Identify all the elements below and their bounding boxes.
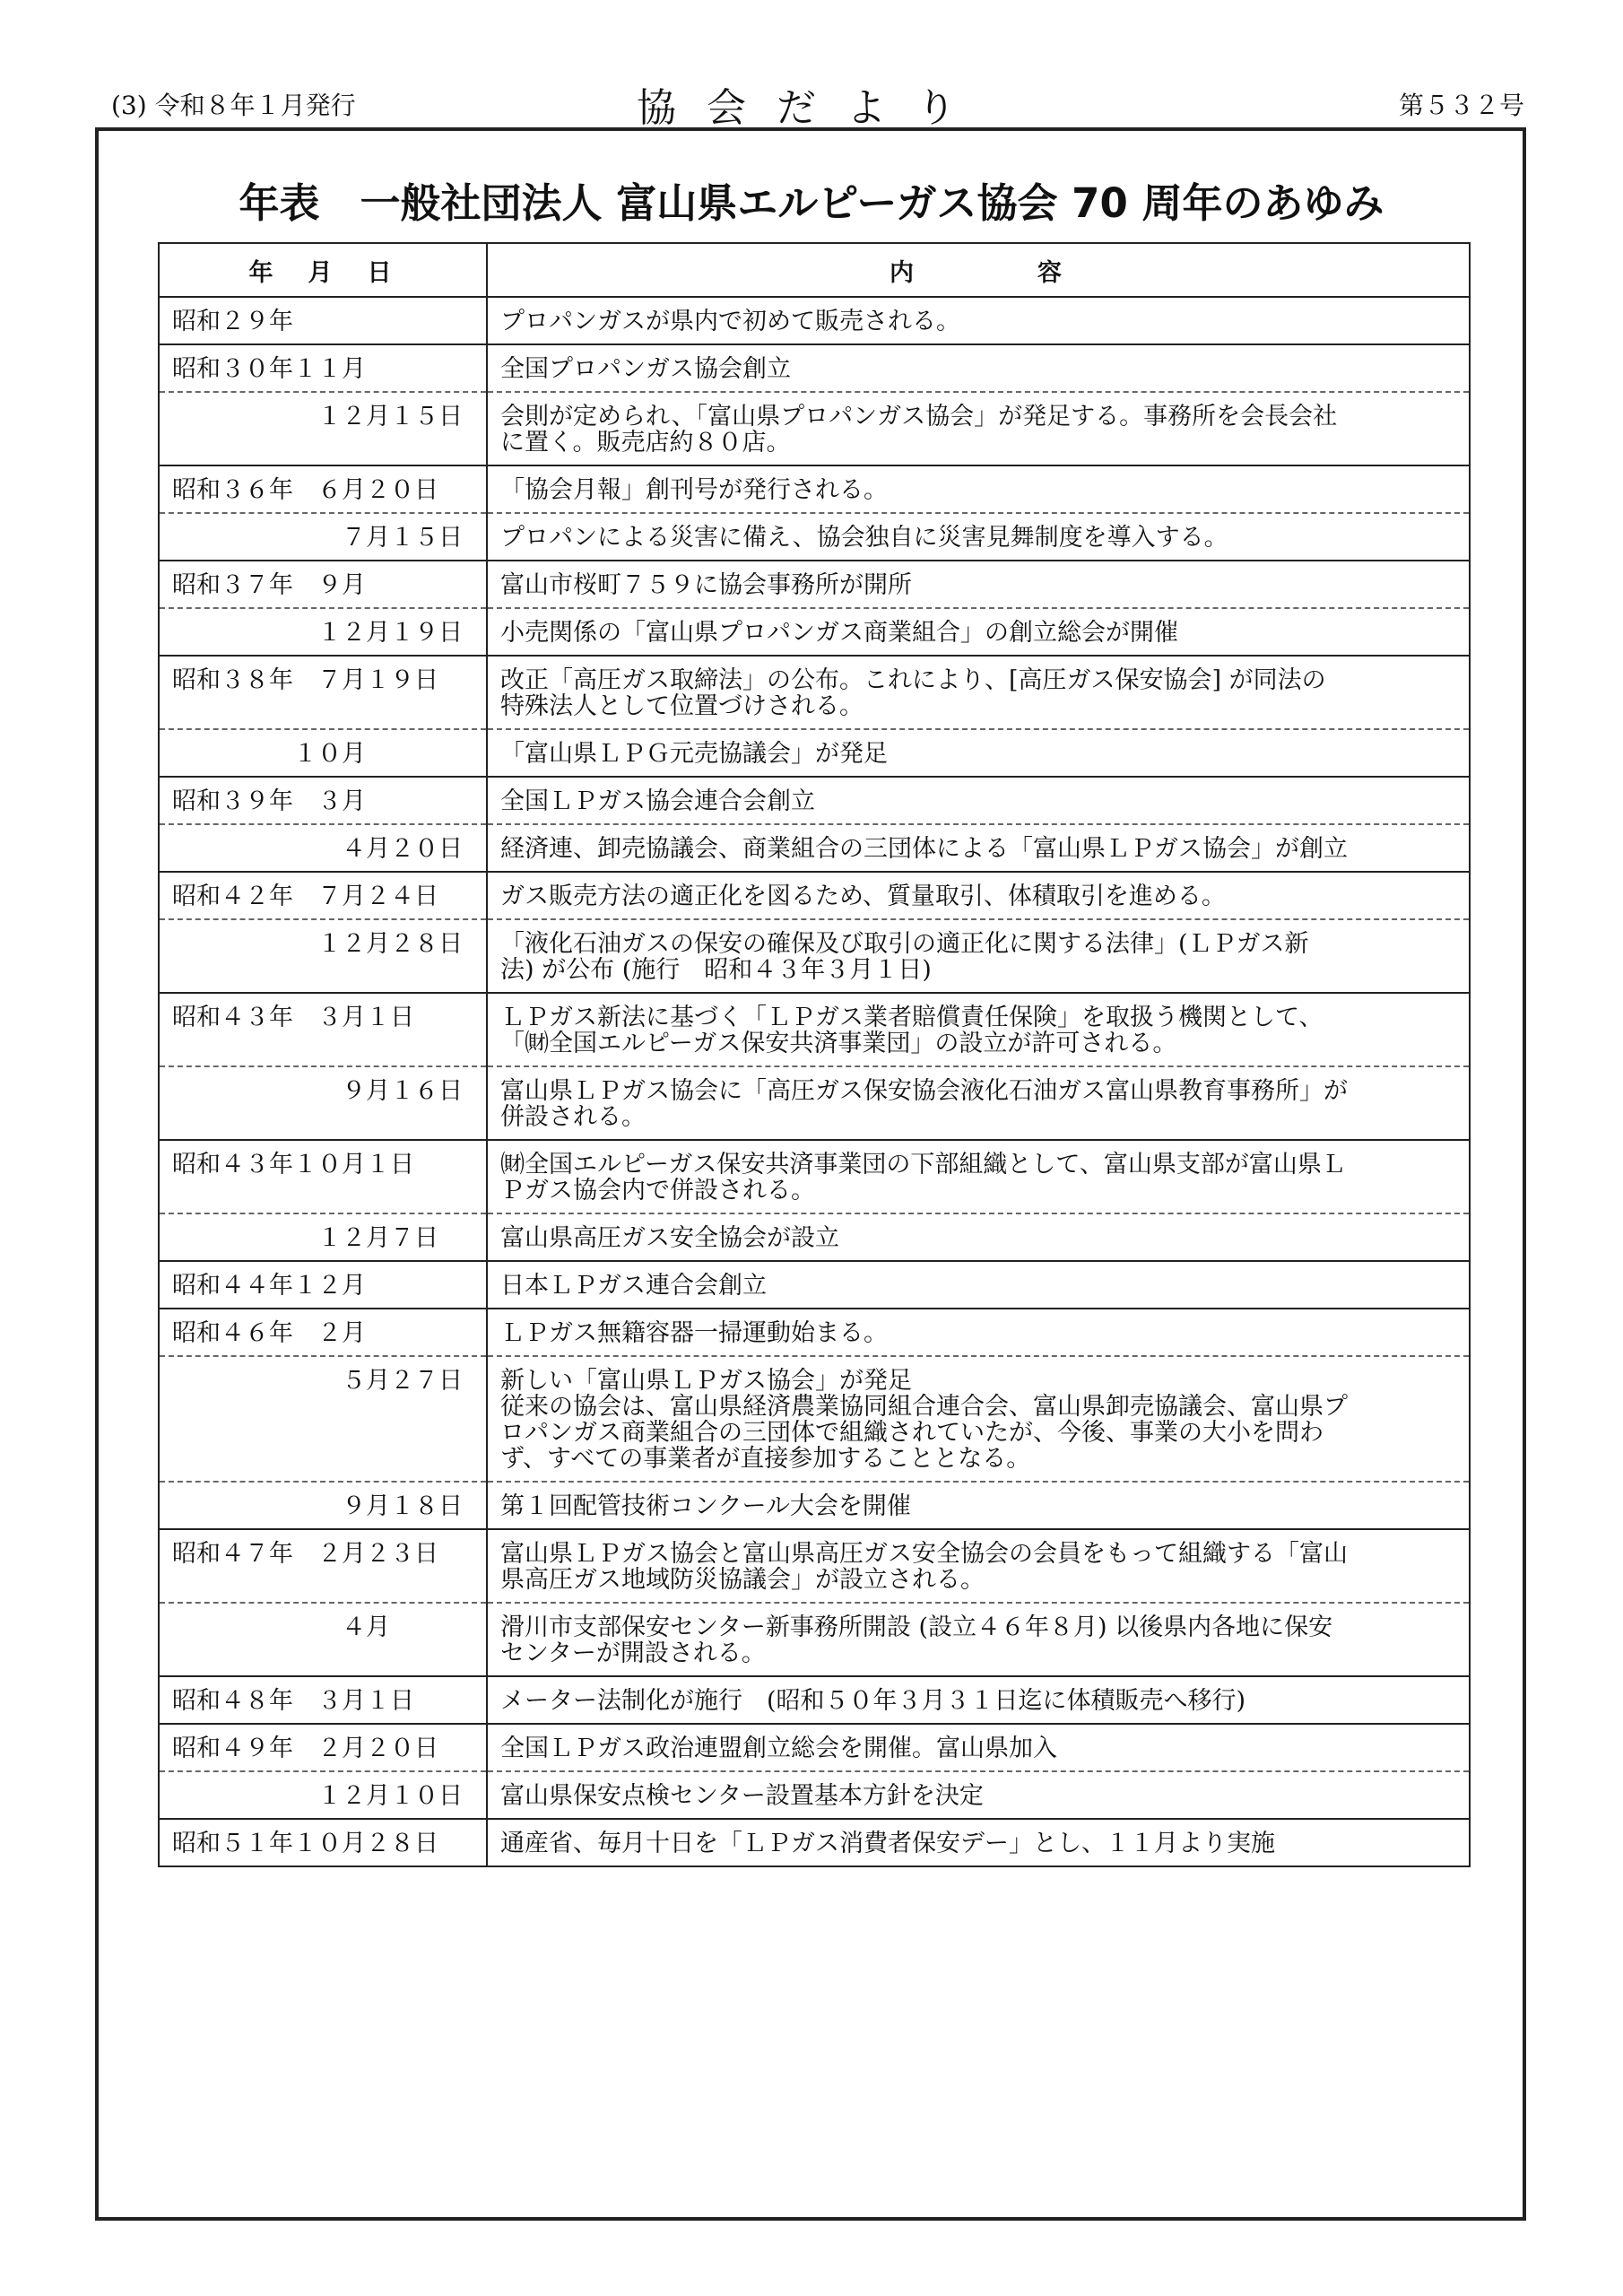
timeline-content-line: メーター法制化が施行 (昭和５０年３月３１日迄に体積販売へ移行) [500,1687,1246,1715]
timeline-content [487,872,1470,919]
timeline-row [159,729,1470,777]
timeline-content-line: 富山県ＬＰガス協会に「高圧ガス保安協会液化石油ガス富山県教育事務所」が [500,1077,1348,1105]
timeline-date: ４月２０日 [159,824,487,872]
timeline-row [159,1309,1470,1356]
timeline-body [159,297,1470,1866]
timeline-content-line: 県高圧ガス地域防災協議会」が設立される。 [500,1566,985,1594]
timeline-content [487,465,1470,513]
timeline-content-line: プロパンによる災害に備え、協会独自に災害見舞制度を導入する。 [500,524,1228,552]
timeline-content-line: プロパンガスが県内で初めて販売される。 [500,308,960,335]
timeline-date: 昭和４３年 ３月１日 [159,993,487,1066]
timeline-content [487,1356,1470,1482]
timeline-row [159,872,1470,919]
timeline-content-line: 「液化石油ガスの保安の確保及び取引の適正化に関する法律」(ＬＰガス新 [500,930,1309,958]
issue-number: 第５３２号 [1398,91,1524,120]
timeline-date: 昭和４９年 ２月２０日 [159,1724,487,1771]
timeline-content [487,1213,1470,1261]
timeline-content-line: 日本ＬＰガス連合会創立 [500,1272,767,1300]
timeline-content [487,1724,1470,1771]
timeline-row [159,1140,1470,1213]
timeline-content-line: ㈶全国エルピーガス保安共済事業団の下部組織として、富山県支部が富山県Ｌ [500,1151,1346,1178]
timeline-date: 昭和４２年 ７月２４日 [159,872,487,919]
timeline-content [487,344,1470,392]
timeline-content-line: 特殊法人として位置づけされる。 [500,692,864,720]
timeline-date: 昭和４６年 ２月 [159,1309,487,1356]
timeline-content-line: 改正「高圧ガス取締法」の公布。これにより、[高圧ガス保安協会] が同法の [500,666,1326,694]
timeline-date: 昭和３８年 ７月１９日 [159,656,487,729]
timeline-date: １２月７日 [159,1213,487,1261]
content-column-header: 内 容 [487,243,1470,297]
timeline-date: 昭和４７年 ２月２３日 [159,1529,487,1603]
timeline-content-line: 富山県保安点検センター設置基本方針を決定 [500,1782,984,1810]
timeline-row [159,656,1470,729]
timeline-row [159,777,1470,824]
timeline-date: １０月 [159,729,487,777]
timeline-content-line: ロパンガス商業組合の三団体で組織されていたが、今後、事業の大小を問わ [500,1419,1324,1447]
timeline-content-line: 富山市桜町７５９に協会事務所が開所 [500,571,912,599]
timeline-date: 昭和４３年１０月１日 [159,1140,487,1213]
timeline-date: 昭和４４年１２月 [159,1261,487,1309]
timeline-row [159,1482,1470,1529]
timeline-content-line: センターが開設される。 [500,1639,766,1667]
timeline-content [487,993,1470,1066]
timeline-content [487,297,1470,344]
timeline-content [487,392,1470,465]
newsletter-name: 協会だより [637,85,986,131]
timeline-row [159,1724,1470,1771]
timeline-date: 昭和３０年１１月 [159,344,487,392]
timeline-content-line: 第１回配管技術コンクール大会を開催 [500,1492,911,1520]
page-title: 年表 一般社団法人 富山県エルピーガス協会 70 周年のあゆみ [239,179,1384,227]
issue-date: (3) 令和８年１月発行 [111,91,356,120]
timeline-content [487,608,1470,656]
timeline-table [158,242,1471,1867]
timeline-content-line: 法) が公布 (施行 昭和４３年３月１日) [500,956,932,984]
timeline-row [159,1771,1470,1819]
timeline-row [159,1603,1470,1676]
timeline-row [159,1066,1470,1140]
timeline-row [159,824,1470,872]
timeline-date: 昭和３６年 ６月２０日 [159,465,487,513]
timeline-content [487,1676,1470,1724]
timeline-date: １２月２８日 [159,919,487,993]
timeline-content-line: に置く。販売店約８０店。 [500,429,791,457]
timeline-content-line: 「富山県ＬＰＧ元売協議会」が発足 [500,740,888,768]
timeline-content-line: ず、すべての事業者が直接参加することとなる。 [500,1445,1031,1473]
timeline-row [159,392,1470,465]
timeline-content [487,1140,1470,1213]
timeline-date: ９月１８日 [159,1482,487,1529]
timeline-content-line: 全国ＬＰガス政治連盟創立総会を開催。富山県加入 [500,1735,1057,1762]
timeline-date: 昭和５１年１０月２８日 [159,1819,487,1866]
timeline-date: ７月１５日 [159,513,487,561]
timeline-content-line: ＬＰガス無籍容器一掃運動始まる。 [500,1319,888,1347]
timeline-date: 昭和２９年 [159,297,487,344]
timeline-row [159,1356,1470,1482]
timeline-content-line: 経済連、卸売協議会、商業組合の三団体による「富山県ＬＰガス協会」が創立 [500,835,1348,863]
timeline-date: ５月２７日 [159,1356,487,1482]
timeline-content-line: 新しい「富山県ＬＰガス協会」が発足 [500,1367,912,1395]
timeline-content-line: Ｐガス協会内で併設される。 [500,1177,815,1205]
timeline-row [159,344,1470,392]
timeline-date: １２月１９日 [159,608,487,656]
timeline-date: 昭和４８年 ３月１日 [159,1676,487,1724]
timeline-content [487,1771,1470,1819]
timeline-content [487,1819,1470,1866]
timeline-row [159,608,1470,656]
timeline-date: １２月１５日 [159,392,487,465]
timeline-date: 昭和３９年 ３月 [159,777,487,824]
timeline-content-line: 全国ＬＰガス協会連合会創立 [500,787,815,815]
timeline-row [159,1261,1470,1309]
timeline-content-line: 富山県ＬＰガス協会と富山県高圧ガス安全協会の会員をもって組織する「富山 [500,1540,1348,1568]
timeline-content-line: 「協会月報」創刊号が発行される。 [500,476,888,504]
timeline-date: ４月 [159,1603,487,1676]
timeline-content-line: 従来の協会は、富山県経済農業協同組合連合会、富山県卸売協議会、富山県プ [500,1393,1348,1421]
timeline-row [159,1676,1470,1724]
timeline-row [159,297,1470,344]
timeline-content [487,1309,1470,1356]
timeline-content [487,777,1470,824]
timeline-content-line: 併設される。 [500,1103,646,1131]
timeline-content [487,919,1470,993]
timeline-row [159,919,1470,993]
timeline-content-line: 富山県高圧ガス安全協会が設立 [500,1224,839,1252]
timeline-row [159,561,1470,608]
timeline-content-line: 小売関係の「富山県プロパンガス商業組合」の創立総会が開催 [500,619,1178,647]
timeline-content [487,561,1470,608]
timeline-row [159,513,1470,561]
timeline-content [487,824,1470,872]
timeline-date: １２月１０日 [159,1771,487,1819]
timeline-content-line: 全国プロパンガス協会創立 [500,355,791,383]
timeline-row [159,465,1470,513]
timeline-row [159,1213,1470,1261]
timeline-content [487,656,1470,729]
timeline-content [487,729,1470,777]
timeline-content-line: 通産省、毎月十日を「ＬＰガス消費者保安デー」とし、１１月より実施 [500,1830,1275,1857]
timeline-content-line: 滑川市支部保安センター新事務所開設 (設立４６年８月) 以後県内各地に保安 [500,1613,1333,1641]
timeline-date: ９月１６日 [159,1066,487,1140]
timeline-content-line: 会則が定められ、「富山県プロパンガス協会」が発足する。事務所を会長会社 [500,403,1338,430]
timeline-date: 昭和３７年 ９月 [159,561,487,608]
timeline-content-line: ＬＰガス新法に基づく「ＬＰガス業者賠償責任保険」を取扱う機関として、 [500,1004,1324,1031]
timeline-content [487,1529,1470,1603]
timeline-content-line: ガス販売方法の適正化を図るため、質量取引、体積取引を進める。 [500,883,1226,910]
timeline-content [487,1066,1470,1140]
timeline-content [487,1603,1470,1676]
timeline-content [487,513,1470,561]
timeline-row [159,1529,1470,1603]
timeline-content [487,1482,1470,1529]
timeline-content-line: 「㈶全国エルピーガス保安共済事業団」の設立が許可される。 [500,1030,1177,1057]
timeline-content [487,1261,1470,1309]
timeline-row [159,993,1470,1066]
timeline-row [159,1819,1470,1866]
date-column-header: 年 月 日 [159,243,487,297]
